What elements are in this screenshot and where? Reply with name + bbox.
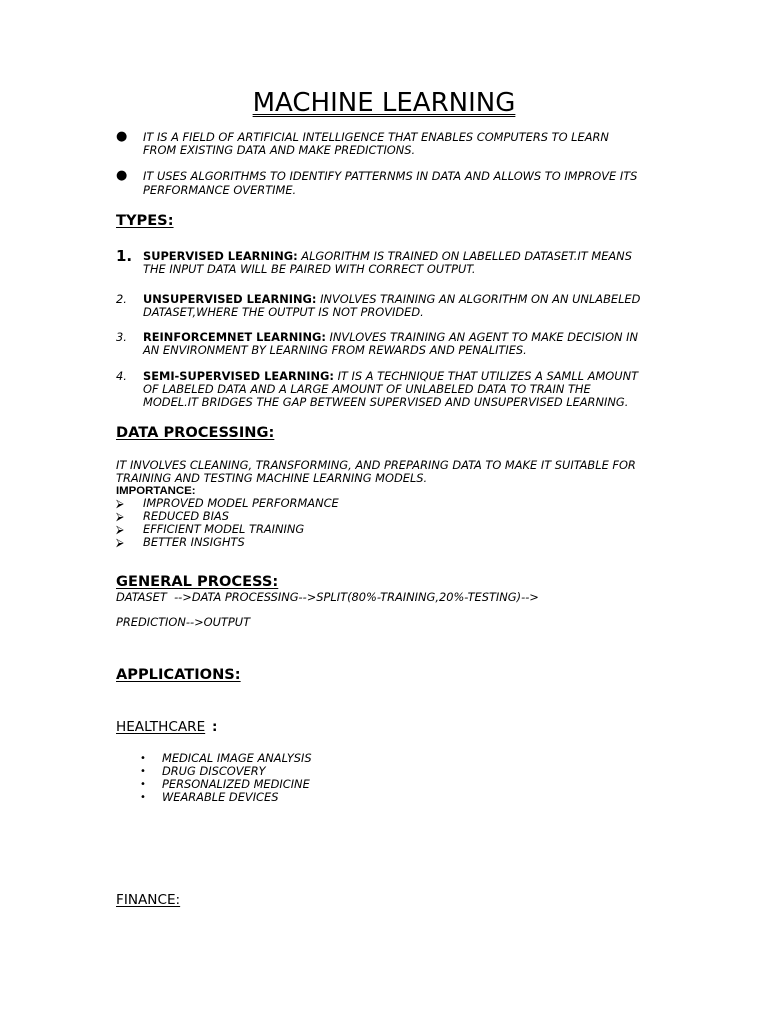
healthcare-item: MEDICAL IMAGE ANALYSIS: [162, 751, 312, 765]
type-desc: OF LABELED DATA AND A LARGE AMOUNT OF UNLABELED DATA TO TRAIN THE: [143, 382, 591, 396]
arrow-bullet-icon: ⮚: [116, 497, 124, 510]
list-number: 1.: [116, 247, 133, 265]
bullet-dot: •: [140, 753, 146, 764]
data-processing-text: IT INVOLVES CLEANING, TRANSFORMING, AND PREPARING DATA TO MAKE IT SUITABLE FOR: [116, 458, 636, 472]
bullet-dot: ●: [116, 168, 128, 183]
importance-item: BETTER INSIGHTS: [143, 535, 245, 549]
type-term: UNSUPERVISED LEARNING:: [143, 292, 317, 306]
healthcare-item: WEARABLE DEVICES: [162, 790, 279, 804]
type-desc: DATASET,WHERE THE OUTPUT IS NOT PROVIDED.: [143, 305, 424, 319]
intro-line: IT IS A FIELD OF ARTIFICIAL INTELLIGENCE THAT ENABLES COMPUTERS TO LEARN: [143, 130, 609, 144]
process-flow-line: DATASET -->DATA PROCESSING-->SPLIT(80%-TRAINING,20%-TESTING)-->: [116, 590, 539, 604]
importance-item: REDUCED BIAS: [143, 509, 229, 523]
type-term: REINFORCEMNET LEARNING:: [143, 330, 326, 344]
healthcare-label: HEALTHCARE: [116, 719, 206, 735]
bullet-dot: •: [140, 766, 146, 777]
data-processing-text: TRAINING AND TESTING MACHINE LEARNING MODELS.: [116, 471, 428, 485]
intro-line: IT USES ALGORITHMS TO IDENTIFY PATTERNMS IN DATA AND ALLOWS TO IMPROVE ITS: [143, 169, 638, 183]
finance-label: FINANCE:: [116, 892, 181, 908]
intro-line: FROM EXISTING DATA AND MAKE PREDICTIONS.: [143, 143, 416, 157]
arrow-bullet-icon: ⮚: [116, 510, 124, 523]
bullet-dot: •: [140, 779, 146, 790]
type-desc: ALGORITHM IS TRAINED ON LABELLED DATASET.IT MEANS: [301, 249, 632, 263]
importance-item: IMPROVED MODEL PERFORMANCE: [143, 496, 339, 510]
page-title: MACHINE LEARNING: [252, 88, 516, 118]
applications-heading: APPLICATIONS:: [116, 666, 241, 683]
process-flow-line: PREDICTION-->OUTPUT: [116, 615, 251, 629]
types-heading: TYPES:: [116, 212, 174, 229]
intro-line: PERFORMANCE OVERTIME.: [143, 183, 297, 197]
arrow-bullet-icon: ⮚: [116, 536, 124, 549]
type-desc: AN ENVIRONMENT BY LEARNING FROM REWARDS AND PENALITIES.: [143, 343, 527, 357]
type-desc: INVOLVES TRAINING AN ALGORITHM ON AN UNLABELED: [320, 292, 641, 306]
type-desc: MODEL.IT BRIDGES THE GAP BETWEEN SUPERVISED AND UNSUPERVISED LEARNING.: [143, 395, 629, 409]
general-process-heading: GENERAL PROCESS:: [116, 573, 279, 590]
type-term: SEMI-SUPERVISED LEARNING:: [143, 369, 334, 383]
healthcare-item: PERSONALIZED MEDICINE: [162, 777, 310, 791]
list-number: 2.: [116, 292, 127, 306]
bullet-dot: •: [140, 792, 146, 803]
healthcare-item: DRUG DISCOVERY: [162, 764, 266, 778]
type-desc: IT IS A TECHNIQUE THAT UTILIZES A SAMLL AMOUNT: [337, 369, 639, 383]
data-processing-heading: DATA PROCESSING:: [116, 424, 275, 441]
list-number: 4.: [116, 369, 127, 383]
healthcare-colon: :: [212, 719, 218, 735]
list-number: 3.: [116, 330, 127, 344]
importance-item: EFFICIENT MODEL TRAINING: [143, 522, 305, 536]
type-term: SUPERVISED LEARNING:: [143, 249, 298, 263]
importance-label: IMPORTANCE:: [116, 485, 196, 497]
type-desc: INVLOVES TRAINING AN AGENT TO MAKE DECISION IN: [329, 330, 639, 344]
bullet-dot: ●: [116, 129, 128, 144]
type-desc: THE INPUT DATA WILL BE PAIRED WITH CORRECT OUTPUT.: [143, 262, 476, 276]
arrow-bullet-icon: ⮚: [116, 523, 124, 536]
